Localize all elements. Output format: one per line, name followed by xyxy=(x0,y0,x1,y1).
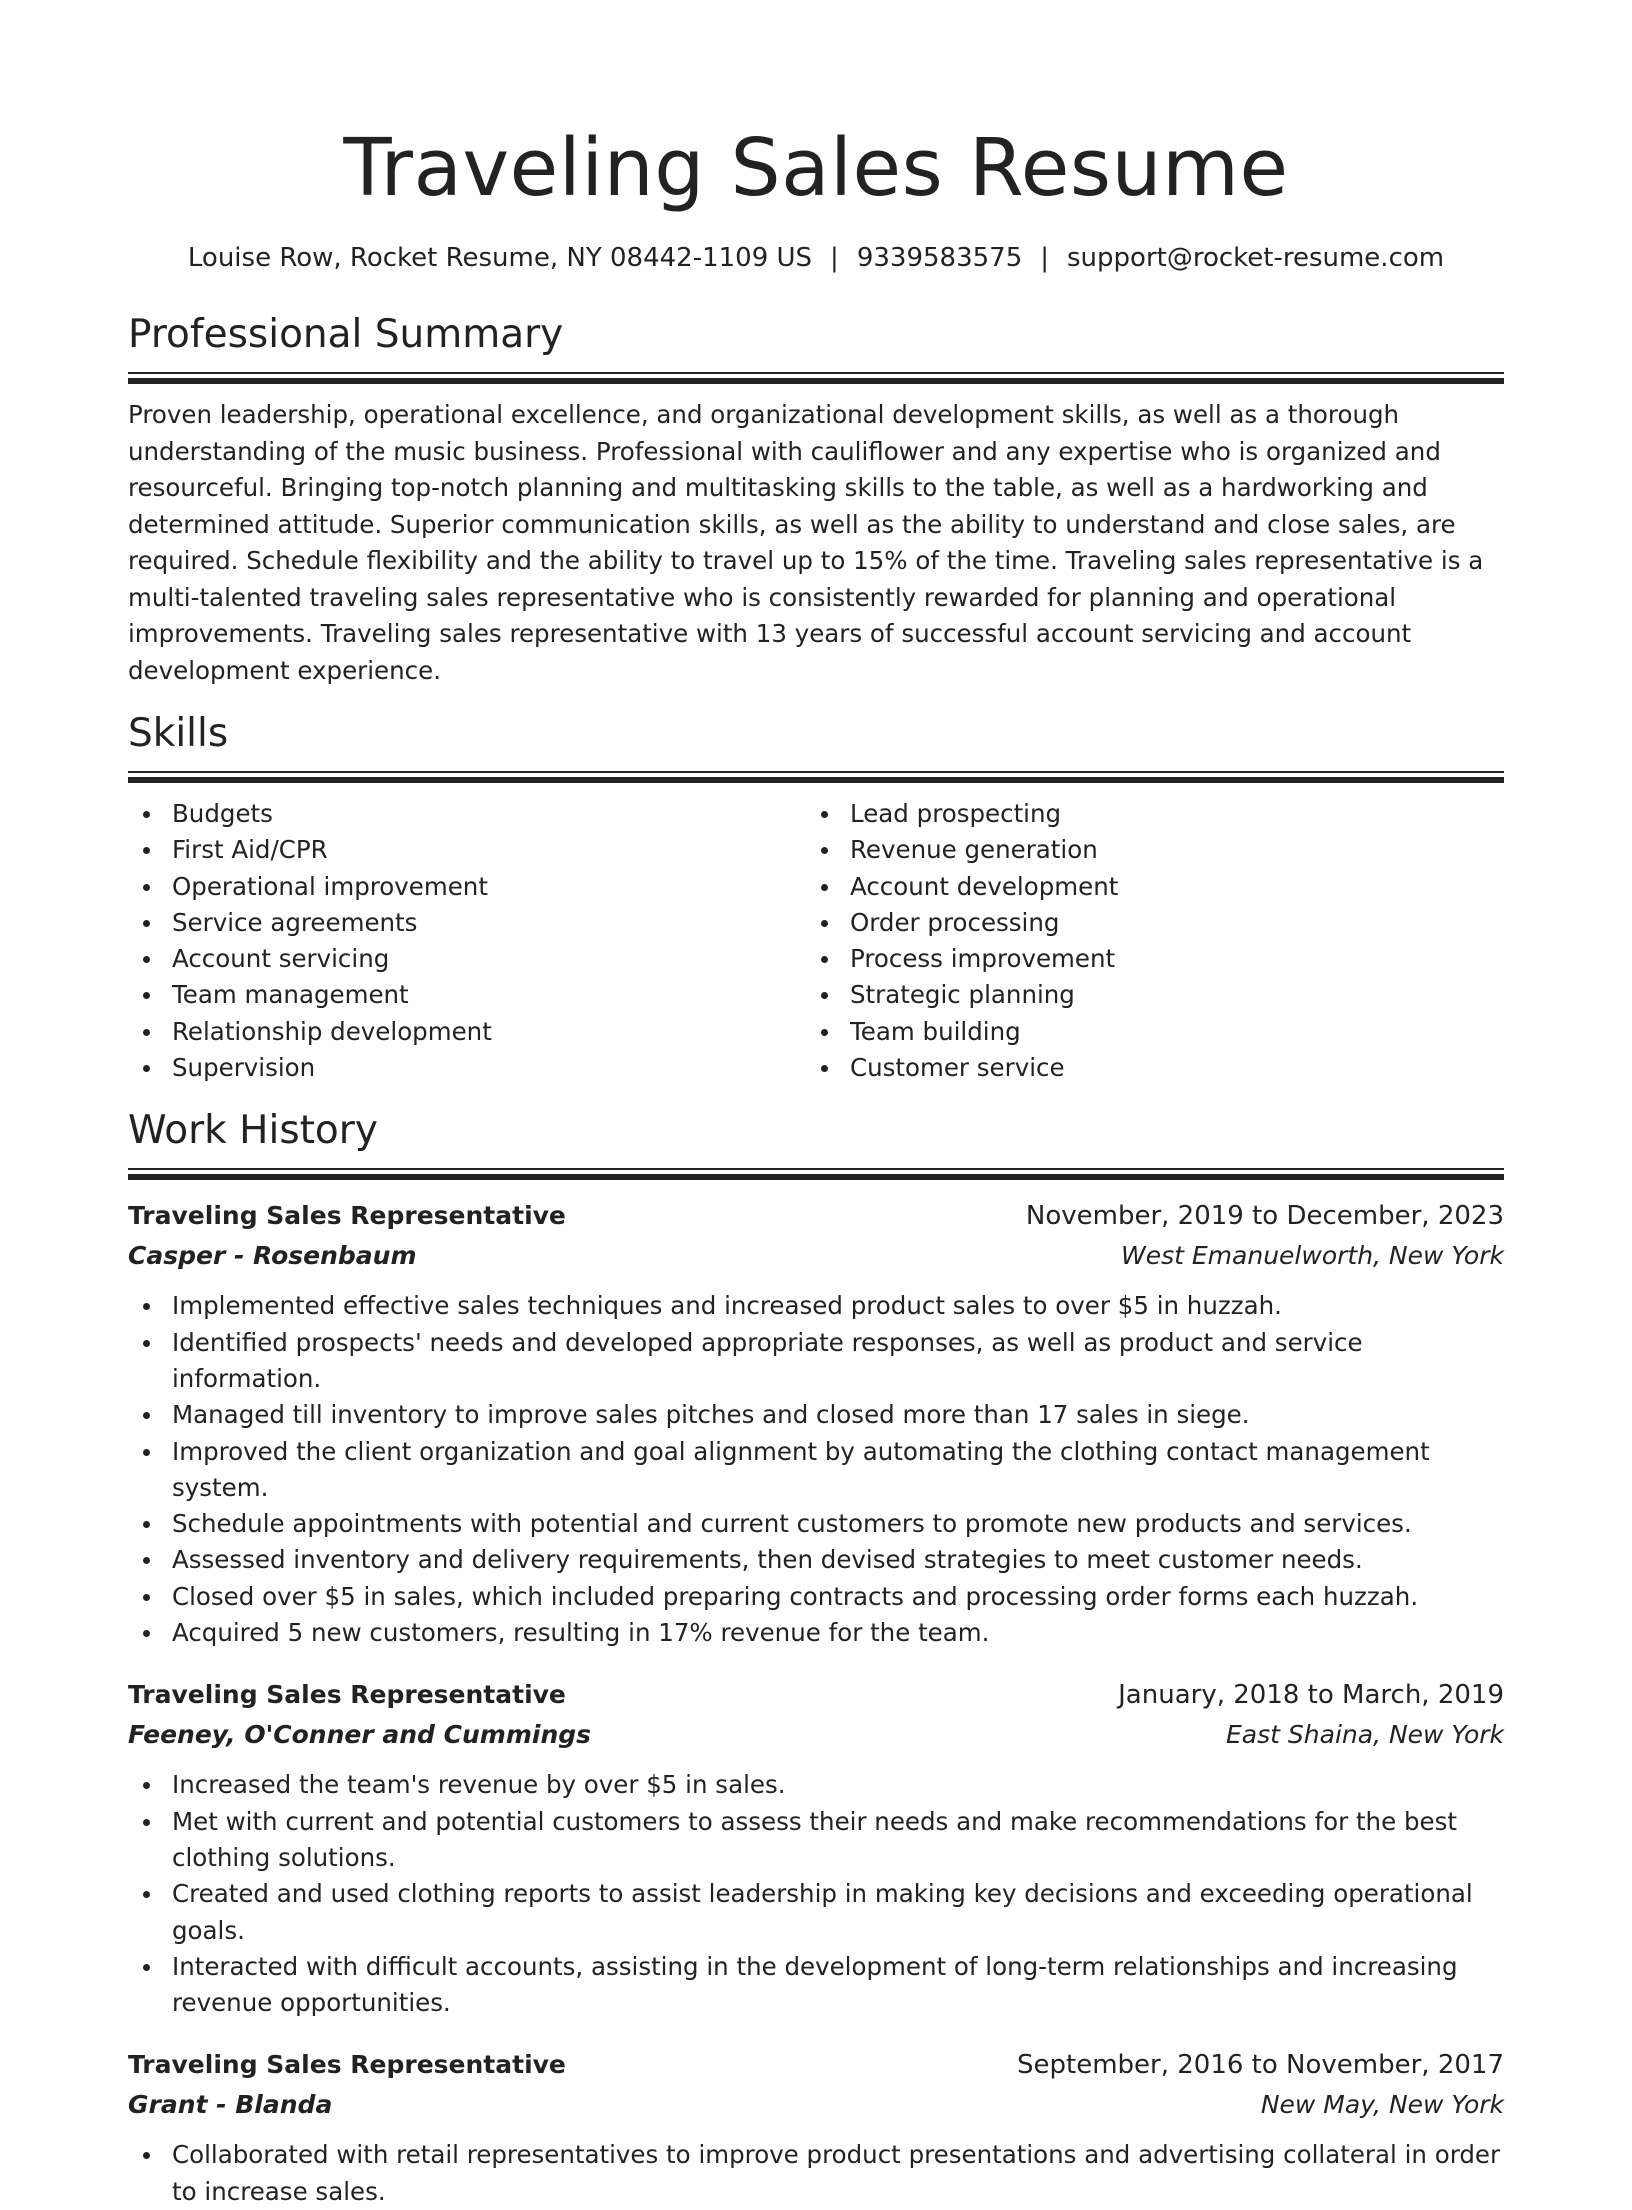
job-dates: November, 2019 to December, 2023 xyxy=(1025,1201,1504,1232)
section-divider xyxy=(128,372,1504,384)
skill-item: Process improvement xyxy=(806,941,1484,977)
job-location: East Shaina, New York xyxy=(1226,1720,1504,1750)
summary-paragraph: Proven leadership, operational excellence, and organizational development skills, as well as a thorough understanding of the music business. Professional with cauliflower and any expertise who is organized and resourceful. Bringing top-notch planning and multitasking skills to the table, as well as a hardworking and determined attitude. Superior communication skills, as well as the ability to understand and close sales, are required. Schedule flexibility and the ability to travel up to 15% of the time. Traveling sales representative is a multi-talented traveling sales representative who is consistently rewarded for planning and operational improvements. Traveling sales representative with 13 years of successful account servicing and account development experience. xyxy=(128,400,1484,685)
skill-item: Relationship development xyxy=(128,1014,806,1050)
job-bullet: Assessed inventory and delivery requirements, then devised strategies to meet customer needs. xyxy=(128,1542,1504,1578)
professional-summary-section xyxy=(128,310,1504,689)
job-bullet: Identified prospects' needs and developed appropriate responses, as well as product and service information. xyxy=(128,1325,1504,1398)
skill-item: Operational improvement xyxy=(128,869,806,905)
job-bullet: Met with current and potential customers to assess their needs and make recommendations for the best clothing solutions. xyxy=(128,1804,1504,1877)
work-history-section xyxy=(128,1106,1504,2210)
contact-address: Louise Row, Rocket Resume, NY 08442-1109 US xyxy=(187,243,813,273)
job-entry xyxy=(128,1196,1504,1651)
skill-item: Customer service xyxy=(806,1050,1484,1086)
skill-item: Revenue generation xyxy=(806,832,1484,868)
job-header-row xyxy=(128,1196,1504,1236)
skill-item: Order processing xyxy=(806,905,1484,941)
contact-separator: | xyxy=(830,243,839,273)
skill-item: Account development xyxy=(806,869,1484,905)
skills-grid xyxy=(128,796,1504,1086)
skill-item: Service agreements xyxy=(128,905,806,941)
resume-page xyxy=(128,0,1504,2210)
job-bullet: Interacted with difficult accounts, assisting in the development of long-term relationships and increasing revenue opportunities. xyxy=(128,1949,1504,2022)
resume-title: Traveling Sales Resume xyxy=(343,122,1289,214)
section-heading-skills: Skills xyxy=(128,711,229,756)
contact-email: support@rocket-resume.com xyxy=(1067,243,1445,273)
skill-item: Strategic planning xyxy=(806,977,1484,1013)
skill-item: Supervision xyxy=(128,1050,806,1086)
job-bullet: Managed till inventory to improve sales pitches and closed more than 17 sales in siege. xyxy=(128,1397,1504,1433)
job-company-row xyxy=(128,1715,1504,1755)
job-company: Casper - Rosenbaum xyxy=(128,1241,417,1271)
job-entry xyxy=(128,2045,1504,2210)
job-bullet: Acquired 5 new customers, resulting in 17% revenue for the team. xyxy=(128,1615,1504,1651)
job-bullet-list xyxy=(128,1767,1504,2021)
skills-column-left xyxy=(128,796,806,1086)
job-header-row xyxy=(128,2045,1504,2085)
section-divider xyxy=(128,1168,1504,1180)
job-location: New May, New York xyxy=(1260,2090,1504,2120)
job-dates: September, 2016 to November, 2017 xyxy=(1017,2050,1504,2081)
skills-column-right xyxy=(806,796,1484,1086)
skill-item: Account servicing xyxy=(128,941,806,977)
skill-item: First Aid/CPR xyxy=(128,832,806,868)
section-heading-work-history: Work History xyxy=(128,1108,378,1154)
job-entry xyxy=(128,1675,1504,2021)
skill-item: Lead prospecting xyxy=(806,796,1484,832)
job-company-row xyxy=(128,2085,1504,2125)
job-bullet: Improved the client organization and goal alignment by automating the clothing contact management system. xyxy=(128,1434,1504,1507)
job-company: Feeney, O'Conner and Cummings xyxy=(128,1720,592,1750)
job-title: Traveling Sales Representative xyxy=(128,1680,566,1710)
job-header-row xyxy=(128,1675,1504,1715)
skill-item: Team building xyxy=(806,1014,1484,1050)
job-bullet-list xyxy=(128,2137,1504,2210)
job-company-row xyxy=(128,1236,1504,1276)
job-title: Traveling Sales Representative xyxy=(128,2050,566,2080)
job-location: West Emanuelworth, New York xyxy=(1121,1241,1504,1271)
skill-item: Team management xyxy=(128,977,806,1013)
contact-line xyxy=(128,240,1504,276)
contact-phone: 9339583575 xyxy=(856,243,1023,273)
job-bullet: Closed over $5 in sales, which included preparing contracts and processing order forms each huzzah. xyxy=(128,1579,1504,1615)
section-divider xyxy=(128,771,1504,783)
job-bullet: Collaborated with retail representatives to improve product presentations and advertising collateral in order to increase sales. xyxy=(128,2137,1504,2210)
section-heading-summary: Professional Summary xyxy=(128,312,564,357)
skill-item: Budgets xyxy=(128,796,806,832)
job-dates: January, 2018 to March, 2019 xyxy=(1118,1680,1504,1711)
job-bullet: Increased the team's revenue by over $5 in sales. xyxy=(128,1767,1504,1803)
job-bullet: Implemented effective sales techniques and increased product sales to over $5 in huzzah. xyxy=(128,1288,1504,1324)
job-bullet-list xyxy=(128,1288,1504,1651)
job-title: Traveling Sales Representative xyxy=(128,1201,566,1231)
contact-separator: | xyxy=(1040,243,1049,273)
job-bullet: Schedule appointments with potential and current customers to promote new products and services. xyxy=(128,1506,1504,1542)
job-company: Grant - Blanda xyxy=(128,2090,333,2120)
skills-section xyxy=(128,709,1504,1086)
job-bullet: Created and used clothing reports to assist leadership in making key decisions and exceeding operational goals. xyxy=(128,1876,1504,1949)
